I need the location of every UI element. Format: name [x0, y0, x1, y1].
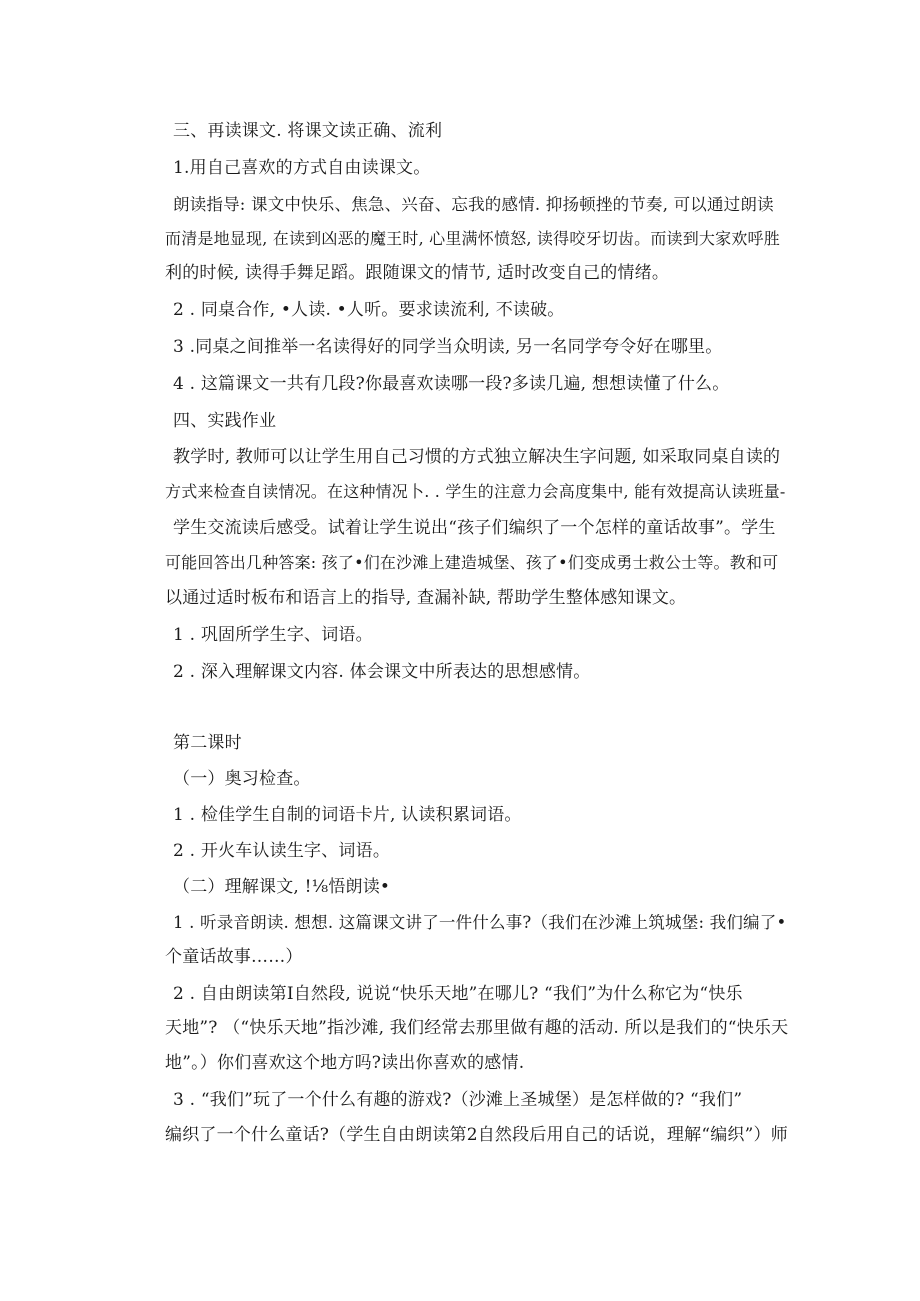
paragraph-line: 4 . 这篇课文一共有几段?你最喜欢读哪一段?多读几遍, 想想读懂了什么。 [173, 374, 730, 394]
paragraph-line: 可能回答出几种答案: 孩了•们在沙滩上建造城堡、孩了•们变成勇士救公士等。教和可 [165, 553, 779, 572]
paragraph-line: 1 . 巩固所学生字、词语。 [173, 625, 373, 645]
paragraph-line: 1 . 听录音朗读. 想想. 这篇课文讲了一件什么事?（我们在沙滩上筑城堡: 我们编了• [173, 913, 787, 932]
paragraph-line: （一）奥习检查。 [173, 769, 311, 789]
paragraph-line: 方式来检查自读情况。在这种情况卜. . 学生的注意力会高度集中, 能有效提高认读班量- [165, 482, 786, 501]
paragraph-line: 地”。）你们喜欢这个地方吗?读出你喜欢的感情. [165, 1053, 525, 1073]
paragraph-line: 1.用自己喜欢的方式自由读课文。 [173, 158, 431, 178]
paragraph-line: 个童话故事……） [165, 947, 303, 967]
paragraph-line: 2 . 深入理解课文内容. 体会课文中所表达的思想感情。 [173, 662, 591, 682]
paragraph-line: （二）理解课文, !⅛悟朗读• [173, 877, 391, 897]
paragraph-line: 2 . 开火车认读生字、词语。 [173, 841, 391, 861]
section-heading-practice: 四、实践作业 [173, 411, 277, 431]
paragraph-line: 1 . 检佳学生自制的词语卡片, 认读积累词语。 [173, 805, 522, 825]
paragraph-line: 利的时候, 读得手舞足蹈。跟随课文的情节, 适时改变自己的情绪。 [165, 263, 670, 283]
paragraph-line: 而清是地显现, 在读到凶恶的魔王时, 心里满怀愤怒, 读得咬牙切齿。而读到大家欢呼胜 [165, 229, 780, 248]
paragraph-line: 3 . “我们”玩了一个什么有趣的游戏?（沙滩上圣城堡）是怎样做的? “我们” [173, 1090, 743, 1110]
paragraph-line: 3 .同桌之间推举一名读得好的同学当众明读, 另一名同学夸令好在哪里。 [173, 337, 723, 357]
paragraph-line: 以通过适时板布和语言上的指导, 查漏补缺, 帮助学生整体感知课文。 [165, 588, 687, 608]
paragraph-line: 朗读指导: 课文中快乐、焦急、兴奋、忘我的感情. 抑扬顿挫的节奏, 可以通过朗读 [173, 195, 774, 214]
paragraph-line: 教学时, 教师可以让学生用自己习惯的方式独立解决生字问题, 如采取同桌自读的 [173, 447, 781, 467]
paragraph-line: 天地”? （“快乐天地”指沙滩, 我们经常去那里做有趣的活动. 所以是我们的“快乐天 [165, 1018, 789, 1038]
paragraph-line: 2 . 同桌合作, •人读. •人听。要求读流利, 不读破。 [173, 300, 565, 320]
paragraph-line: 编织了一个什么童话?（学生自由朗读第2自然段后用自己的话说，理解“编织”）师 [165, 1125, 788, 1145]
paragraph-line: 2 . 自由朗读第I自然段, 说说“快乐天地”在哪儿? “我们”为什么称它为“快乐 [173, 984, 743, 1004]
paragraph-line: 学生交流读后感受。试着让学生说出“孩子们编织了一个怎样的童话故事”。学生 [173, 518, 776, 538]
section-heading-reread: 三、再读课文. 将课文读正确、流利 [173, 121, 443, 141]
section-heading-second-lesson: 第二课时 [173, 733, 242, 753]
